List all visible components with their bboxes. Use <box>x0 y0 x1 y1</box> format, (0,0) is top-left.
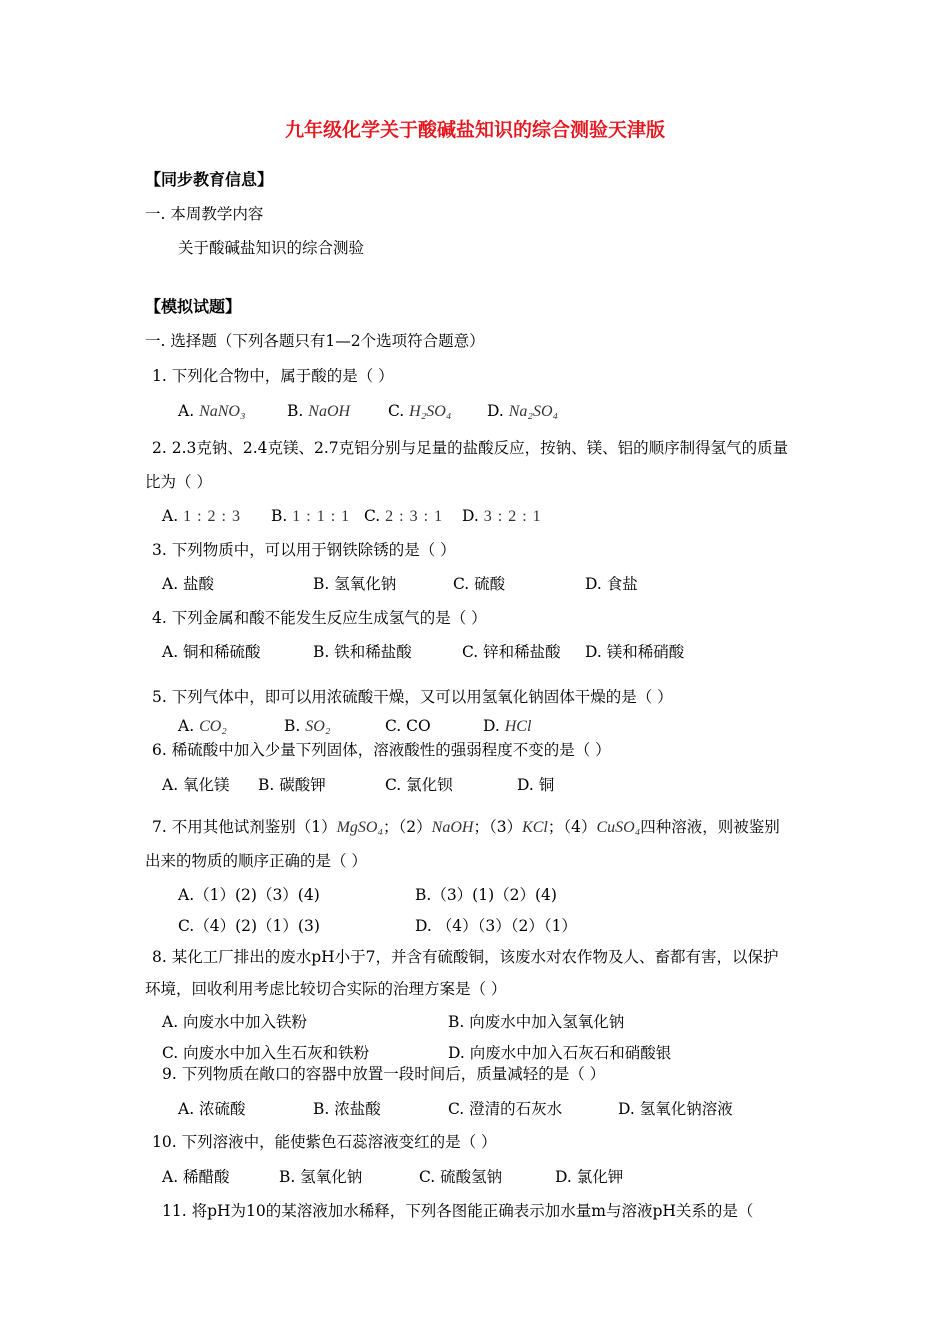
question-5-option-d: D. HCl <box>483 717 532 735</box>
question-3-option-b: B. 氢氧化钠 <box>313 575 397 593</box>
question-11-stem: 11. 将pH为10的某溶液加水稀释，下列各图能正确表示加水量m与溶液pH关系的是（ <box>162 1202 754 1220</box>
question-8-option-a: A. 向废水中加入铁粉 <box>162 1013 308 1031</box>
question-4-option-d: D. 镁和稀硝酸 <box>585 643 685 661</box>
question-2-stem: 2. 2.3克钠、2.4克镁、2.7克铝分别与足量的盐酸反应，按钠、镁、铝的顺序制得氢气的质量 <box>152 439 789 457</box>
question-8-option-c: C. 向废水中加入生石灰和铁粉 <box>162 1044 370 1062</box>
section-heading-sync-info: 【同步教育信息】 <box>145 170 274 189</box>
question-3-option-a: A. 盐酸 <box>162 575 215 593</box>
question-5-option-c: C. CO <box>385 717 431 735</box>
question-3-option-d: D. 食盐 <box>585 575 638 593</box>
question-10-option-c: C. 硫酸氢钠 <box>419 1168 503 1186</box>
question-7-stem: 7. 不用其他试剂鉴别（1）MgSO₄；（2）NaOH；（3）KCl；（4）CuSO₄四种溶液，则被鉴别 <box>152 818 780 836</box>
question-4-option-a: A. 铜和稀硫酸 <box>162 643 261 661</box>
question-5-option-a: A. CO₂ <box>178 717 227 735</box>
question-6-option-d: D. 铜 <box>517 776 555 794</box>
question-9-option-c: C. 澄清的石灰水 <box>448 1100 563 1118</box>
question-1-option-d: D. Na₂SO₄ <box>487 402 559 420</box>
question-4-option-b: B. 铁和稀盐酸 <box>313 643 412 661</box>
question-10-option-a: A. 稀醋酸 <box>162 1168 230 1186</box>
question-2-option-d: D. 3 : 2 : 1 <box>462 507 542 525</box>
question-5-stem: 5. 下列气体中，即可以用浓硫酸干燥，又可以用氢氧化钠固体干燥的是（ ） <box>152 688 673 706</box>
question-1-option-c: C. H₂SO₄ <box>388 402 452 420</box>
question-5-option-b: B. SO₂ <box>284 717 331 735</box>
question-4-stem: 4. 下列金属和酸不能发生反应生成氢气的是（ ） <box>152 609 487 627</box>
question-7-stem-continued: 出来的物质的顺序正确的是（ ） <box>145 852 367 870</box>
question-8-option-b: B. 向废水中加入氢氧化钠 <box>448 1013 625 1031</box>
weekly-content-text: 关于酸碱盐知识的综合测验 <box>178 239 365 257</box>
question-7-option-b: B.（3）(1)（2）(4) <box>415 886 557 904</box>
question-7-option-a: A.（1）(2)（3）(4) <box>178 886 320 904</box>
question-9-stem: 9. 下列物质在敞口的容器中放置一段时间后，质量减轻的是（ ） <box>162 1065 606 1083</box>
question-2-stem-continued: 比为（ ） <box>145 473 212 491</box>
question-1-option-a: A. NaNO₃ <box>178 402 246 420</box>
question-2-option-b: B. 1 : 1 : 1 <box>271 507 351 525</box>
section-heading-mock-test: 【模拟试题】 <box>145 297 242 316</box>
question-10-stem: 10. 下列溶液中，能使紫色石蕊溶液变红的是（ ） <box>152 1133 497 1151</box>
question-2-option-a: A. 1 : 2 : 3 <box>162 507 241 525</box>
question-4-option-c: C. 锌和稀盐酸 <box>462 643 561 661</box>
question-1-stem: 1. 下列化合物中，属于酸的是（ ） <box>152 367 394 385</box>
question-8-stem-continued: 环境，回收利用考虑比较切合实际的治理方案是（ ） <box>145 980 507 998</box>
question-6-stem: 6. 稀硫酸中加入少量下列固体，溶液酸性的强弱程度不变的是（ ） <box>152 741 611 759</box>
question-6-option-a: A. 氧化镁 <box>162 776 230 794</box>
question-6-option-c: C. 氯化钡 <box>385 776 453 794</box>
section-subheading-choice: 一. 选择题（下列各题只有1—2个选项符合题意） <box>145 332 485 350</box>
question-9-option-d: D. 氢氧化钠溶液 <box>618 1100 733 1118</box>
question-9-option-a: A. 浓硫酸 <box>178 1100 246 1118</box>
document-title: 九年级化学关于酸碱盐知识的综合测验天津版 <box>284 119 665 141</box>
question-7-option-c: C.（4）(2)（1）(3) <box>178 917 320 935</box>
question-3-stem: 3. 下列物质中，可以用于钢铁除锈的是（ ） <box>152 541 456 559</box>
question-9-option-b: B. 浓盐酸 <box>313 1100 381 1118</box>
question-10-option-d: D. 氯化钾 <box>555 1168 624 1186</box>
question-8-option-d: D. 向废水中加入石灰石和硝酸银 <box>448 1044 672 1062</box>
question-10-option-b: B. 氢氧化钠 <box>279 1168 363 1186</box>
question-1-option-b: B. NaOH <box>287 402 351 420</box>
question-7-option-d: D. （4）（3）（2）（1） <box>415 917 577 935</box>
question-2-option-c: C. 2 : 3 : 1 <box>364 507 444 525</box>
question-3-option-c: C. 硫酸 <box>453 575 506 593</box>
section-subheading-weekly: 一. 本周教学内容 <box>145 205 264 223</box>
question-8-stem: 8. 某化工厂排出的废水pH小于7，并含有硫酸铜，该废水对农作物及人、畜都有害，以保护 <box>152 948 779 966</box>
question-6-option-b: B. 碳酸钾 <box>258 776 326 794</box>
